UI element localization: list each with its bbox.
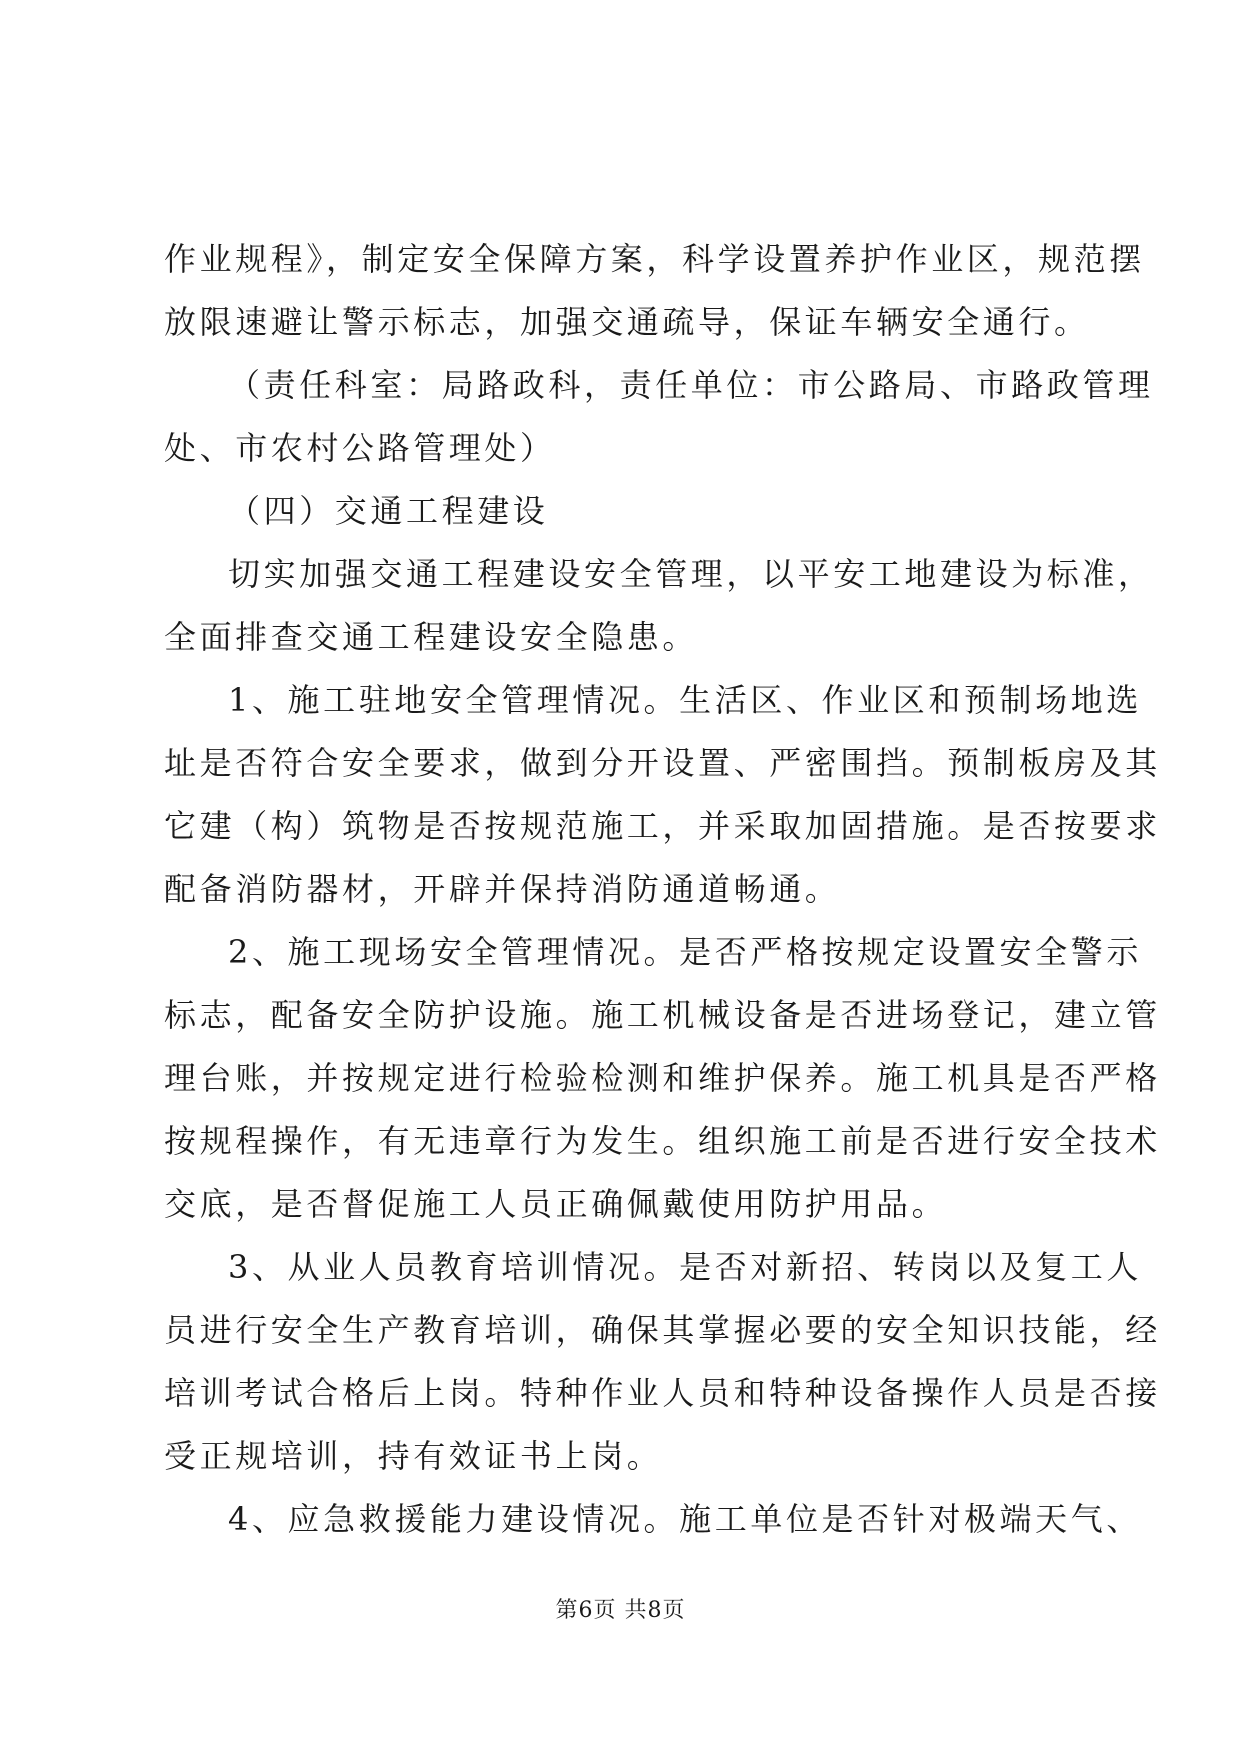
text-line: 作业规程》，制定安全保障方案，科学设置养护作业区，规范摆 <box>164 240 1145 278</box>
text-line: 受正规培训，持有效证书上岗。 <box>164 1437 663 1475</box>
text-line: 2、施工现场安全管理情况。是否严格按规定设置安全警示 <box>228 933 1142 971</box>
page-number-footer: 第6页 共8页 <box>555 1598 686 1623</box>
text-line: 配备消防器材，开辟并保持消防通道畅通。 <box>164 870 841 908</box>
text-line: 员进行安全生产教育培训，确保其掌握必要的安全知识技能，经 <box>164 1311 1161 1349</box>
paragraph-item-3 <box>164 1236 1161 1488</box>
text-line: 放限速避让警示标志，加强交通疏导，保证车辆安全通行。 <box>164 303 1090 341</box>
text-line: 切实加强交通工程建设安全管理，以平安工地建设为标准， <box>228 555 1154 593</box>
text-line: 处、市农村公路管理处） <box>164 429 556 467</box>
paragraph-item-1 <box>164 669 1161 921</box>
document-body <box>164 228 1161 1551</box>
heading-line: （四）交通工程建设 <box>228 492 549 530</box>
text-line: 3、从业人员教育培训情况。是否对新招、转岗以及复工人 <box>228 1248 1142 1286</box>
paragraph-item-2 <box>164 921 1161 1236</box>
text-line: 理台账，并按规定进行检验检测和维护保养。施工机具是否严格 <box>164 1059 1161 1097</box>
text-line: 按规程操作，有无违章行为发生。组织施工前是否进行安全技术 <box>164 1122 1161 1160</box>
paragraph-continuation <box>164 228 1145 354</box>
text-line: （责任科室：局路政科，责任单位：市公路局、市路政管理 <box>228 366 1154 404</box>
paragraph-intro <box>164 543 1154 669</box>
text-line: 标志，配备安全防护设施。施工机械设备是否进场登记，建立管 <box>164 996 1161 1034</box>
text-line: 全面排查交通工程建设安全隐患。 <box>164 618 699 656</box>
text-line: 址是否符合安全要求，做到分开设置、严密围挡。预制板房及其 <box>164 744 1161 782</box>
text-line: 4、应急救援能力建设情况。施工单位是否针对极端天气、 <box>228 1500 1142 1538</box>
text-line: 它建（构）筑物是否按规范施工，并采取加固措施。是否按要求 <box>164 807 1161 845</box>
paragraph-item-4 <box>164 1488 1142 1551</box>
text-line: 1、施工驻地安全管理情况。生活区、作业区和预制场地选 <box>228 681 1142 719</box>
text-line: 培训考试合格后上岗。特种作业人员和特种设备操作人员是否接 <box>164 1374 1161 1412</box>
text-line: 交底，是否督促施工人员正确佩戴使用防护用品。 <box>164 1185 948 1223</box>
paragraph-responsibility <box>164 354 1154 480</box>
section-heading <box>164 480 1084 543</box>
